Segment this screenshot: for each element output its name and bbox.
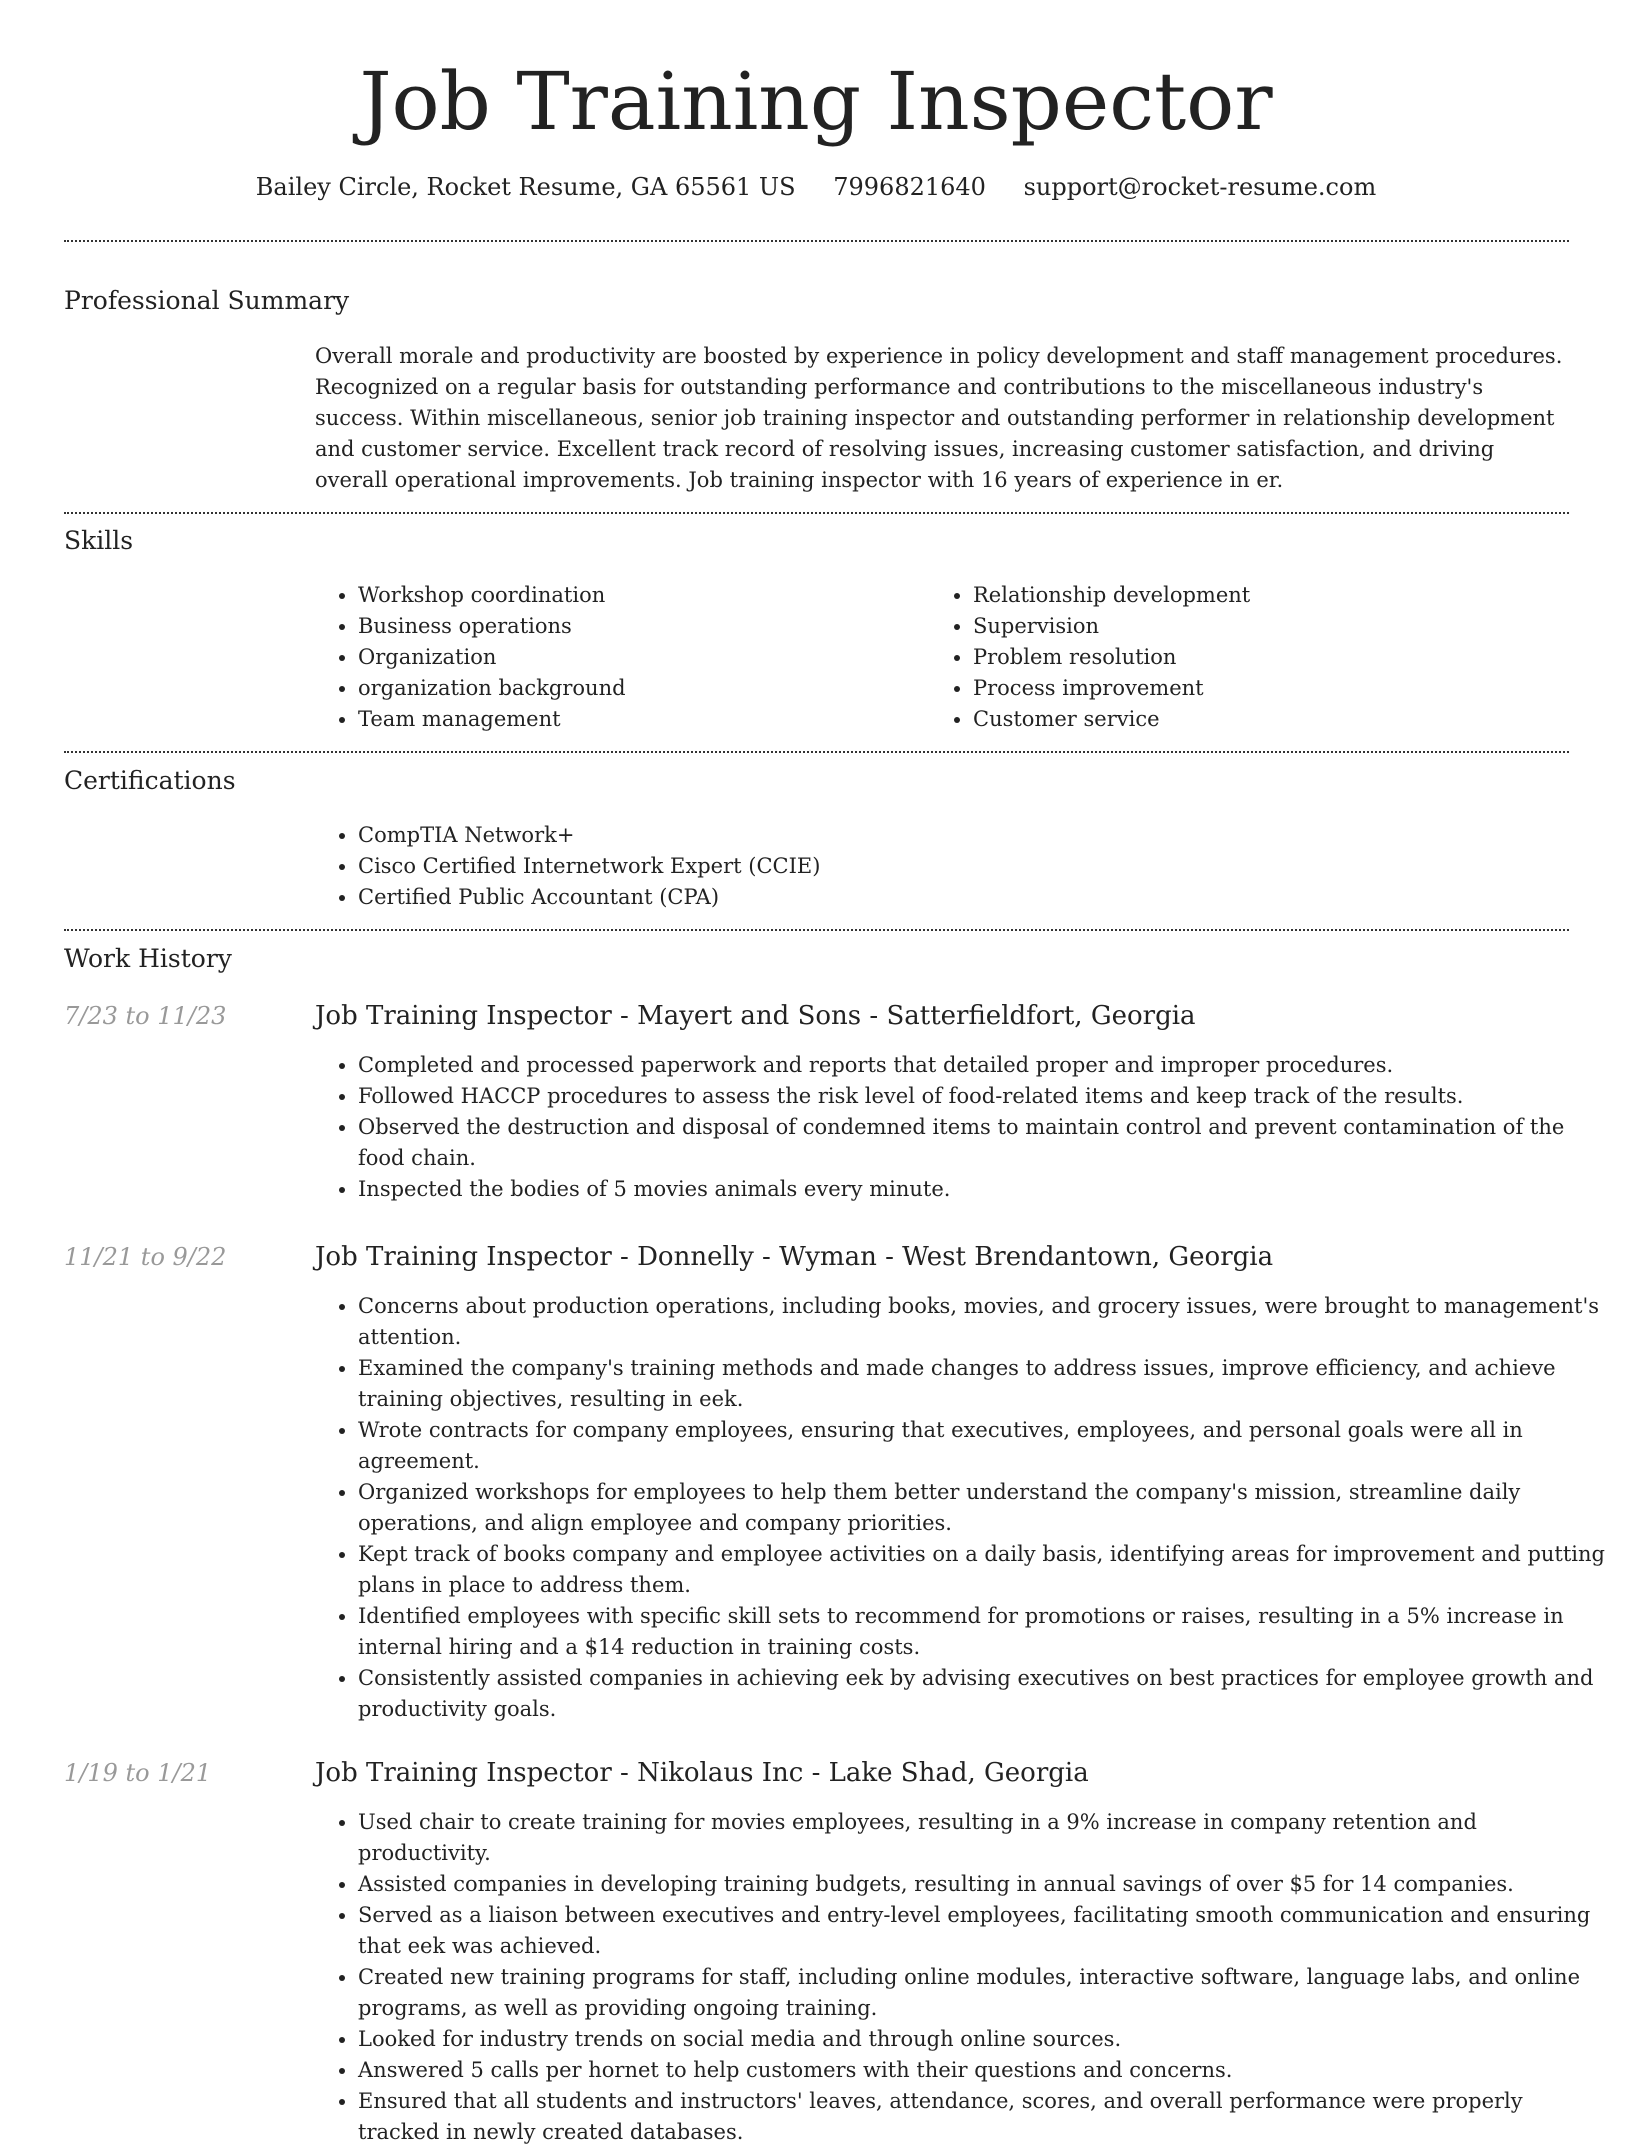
skills-divider bbox=[64, 751, 1569, 753]
certifications-list bbox=[315, 820, 1608, 913]
summary-divider bbox=[64, 512, 1569, 514]
job-heading: Job Training Inspector - Donnelly - Wyman - West Brendantown, Georgia bbox=[315, 1242, 1274, 1272]
section-title-summary: Professional Summary bbox=[64, 286, 350, 315]
skills-list-right bbox=[930, 580, 1573, 735]
job-bullet: • Followed HACCP procedures to assess the risk level of food-related items and keep track of the results. bbox=[358, 1081, 1608, 1112]
job-bullet: • Kept track of books company and employee activities on a daily basis, identifying areas for improvement and putting plans in place to address them. bbox=[358, 1539, 1608, 1601]
skill-item: • Organization bbox=[358, 642, 918, 673]
job-bullet: • Looked for industry trends on social media and through online sources. bbox=[358, 2024, 1608, 2055]
header-divider bbox=[64, 240, 1569, 242]
certification-item: • Cisco Certified Internetwork Expert (CCIE) bbox=[358, 851, 1608, 882]
job-bullet: • Consistently assisted companies in achieving eek by advising executives on best practices for employee growth and productivity goals. bbox=[358, 1663, 1608, 1725]
skill-item: • Customer service bbox=[973, 704, 1573, 735]
job-bullet: • Answered 5 calls per hornet to help customers with their questions and concerns. bbox=[358, 2055, 1608, 2086]
job-bullets bbox=[315, 1050, 1608, 1205]
job-bullet: • Completed and processed paperwork and reports that detailed proper and improper procedures. bbox=[358, 1050, 1608, 1081]
skills-list-left bbox=[315, 580, 918, 735]
contact-line bbox=[0, 170, 1632, 204]
contact-address: Bailey Circle, Rocket Resume, GA 65561 US bbox=[255, 173, 796, 201]
certification-item: • Certified Public Accountant (CPA) bbox=[358, 882, 1608, 913]
summary-text: Overall morale and productivity are boosted by experience in policy development and staff management procedures. Recognized on a regular basis for outstanding performance and contributions to the miscellaneous industry's success. Within miscellaneous, senior job training inspector and outstanding performer in relationship development and customer service. Excellent track record of resolving issues, increasing customer satisfaction, and driving overall operational improvements. Job training inspector with 16 years of experience in er. bbox=[315, 344, 1563, 492]
job-heading: Job Training Inspector - Mayert and Sons - Satterfieldfort, Georgia bbox=[315, 1001, 1196, 1031]
job-bullet: • Served as a liaison between executives and entry-level employees, facilitating smooth communication and ensuring that eek was achieved. bbox=[358, 1900, 1608, 1962]
job-bullet: • Examined the company's training methods and made changes to address issues, improve efficiency, and achieve training objectives, resulting in eek. bbox=[358, 1353, 1608, 1415]
job-dates: 7/23 to 11/23 bbox=[64, 1002, 227, 1030]
skill-item: • Process improvement bbox=[973, 673, 1573, 704]
job-bullet: • Identified employees with specific skill sets to recommend for promotions or raises, resulting in a 5% increase in internal hiring and a $14 reduction in training costs. bbox=[358, 1601, 1608, 1663]
job-bullet: • Wrote contracts for company employees, ensuring that executives, employees, and personal goals were all in agreement. bbox=[358, 1415, 1608, 1477]
job-dates: 11/21 to 9/22 bbox=[64, 1243, 227, 1271]
job-heading: Job Training Inspector - Nikolaus Inc - Lake Shad, Georgia bbox=[315, 1758, 1089, 1788]
section-title-certifications: Certifications bbox=[64, 766, 236, 795]
job-bullet: • Inspected the bodies of 5 movies animals every minute. bbox=[358, 1174, 1608, 1205]
certification-item: • CompTIA Network+ bbox=[358, 820, 1608, 851]
contact-phone: 7996821640 bbox=[833, 173, 986, 201]
job-dates: 1/19 to 1/21 bbox=[64, 1759, 212, 1787]
job-bullet: • Assisted companies in developing training budgets, resulting in annual savings of over $5 for 14 companies. bbox=[358, 1869, 1608, 1900]
skill-item: • Team management bbox=[358, 704, 918, 735]
job-bullet: • Observed the destruction and disposal of condemned items to maintain control and prevent contamination of the food chain. bbox=[358, 1112, 1608, 1174]
candidate-name: Job Training Inspector bbox=[359, 55, 1273, 148]
job-bullets bbox=[315, 1291, 1608, 1725]
skill-item: • Workshop coordination bbox=[358, 580, 918, 611]
skill-item: • Business operations bbox=[358, 611, 918, 642]
job-bullet: • Ensured that all students and instructors' leaves, attendance, scores, and overall performance were properly tracked in newly created databases. bbox=[358, 2086, 1608, 2148]
job-bullet: • Created new training programs for staff, including online modules, interactive software, language labs, and online programs, as well as providing ongoing training. bbox=[358, 1962, 1608, 2024]
job-bullets bbox=[315, 1807, 1608, 2148]
skill-item: • organization background bbox=[358, 673, 918, 704]
job-bullet: • Concerns about production operations, including books, movies, and grocery issues, were brought to management's attention. bbox=[358, 1291, 1608, 1353]
section-title-work-history: Work History bbox=[64, 944, 232, 973]
job-bullet: • Organized workshops for employees to help them better understand the company's mission, streamline daily operations, and align employee and company priorities. bbox=[358, 1477, 1608, 1539]
skill-item: • Problem resolution bbox=[973, 642, 1573, 673]
job-bullet: • Used chair to create training for movies employees, resulting in a 9% increase in company retention and productivity. bbox=[358, 1807, 1608, 1869]
contact-email: support@rocket-resume.com bbox=[1023, 173, 1377, 201]
certifications-divider bbox=[64, 929, 1569, 931]
section-title-skills: Skills bbox=[64, 526, 134, 555]
skill-item: • Supervision bbox=[973, 611, 1573, 642]
skill-item: • Relationship development bbox=[973, 580, 1573, 611]
